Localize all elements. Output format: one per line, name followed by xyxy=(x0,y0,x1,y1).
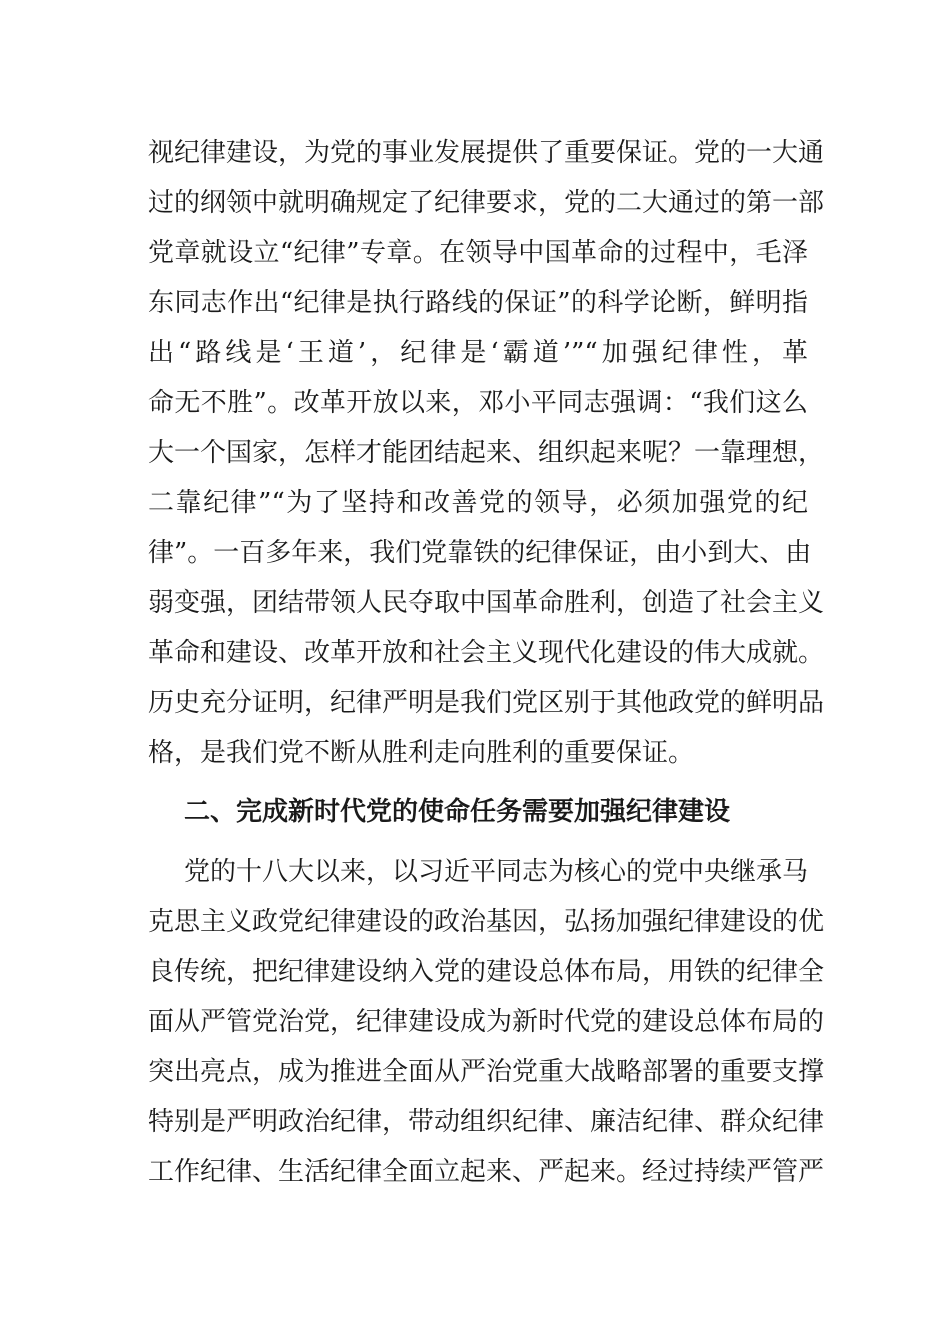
text-line: 东同志作出“纪律是执行路线的保证”的科学论断，鲜明指 xyxy=(148,288,808,318)
text-line: 格，是我们党不断从胜利走向胜利的重要保证。 xyxy=(148,738,695,768)
section-heading: 二、完成新时代党的使命任务需要加强纪律建设 xyxy=(184,797,731,827)
text-line: 党章就设立“纪律”专章。在领导中国革命的过程中，毛泽 xyxy=(148,238,808,268)
text-line: 突出亮点，成为推进全面从严治党重大战略部署的重要支撑 xyxy=(148,1057,825,1087)
text-line: 律”。一百多年来，我们党靠铁的纪律保证，由小到大、由 xyxy=(148,538,812,568)
text-line: 弱变强，团结带领人民夺取中国革命胜利，创造了社会主义 xyxy=(148,588,825,618)
paragraph-2 xyxy=(148,847,825,1197)
paragraph-1 xyxy=(148,128,825,778)
text-line: 特别是严明政治纪律，带动组织纪律、廉洁纪律、群众纪律 xyxy=(148,1107,825,1137)
text-line: 视纪律建设，为党的事业发展提供了重要保证。党的一大通 xyxy=(148,138,825,168)
text-line: 克思主义政党纪律建设的政治基因，弘扬加强纪律建设的优 xyxy=(148,907,825,937)
text-line: 出“路线是‘王道’，纪律是‘霸道’”“加强纪律性，革 xyxy=(148,338,808,368)
text-line: 历史充分证明，纪律严明是我们党区别于其他政党的鲜明品 xyxy=(148,688,825,718)
text-line: 过的纲领中就明确规定了纪律要求，党的二大通过的第一部 xyxy=(148,188,825,218)
text-line: 党的十八大以来，以习近平同志为核心的党中央继承马 xyxy=(184,857,809,887)
text-line: 面从严管党治党，纪律建设成为新时代党的建设总体布局的 xyxy=(148,1007,825,1037)
text-line: 大一个国家，怎样才能团结起来、组织起来呢？一靠理想， xyxy=(148,438,825,468)
text-line: 良传统，把纪律建设纳入党的建设总体布局，用铁的纪律全 xyxy=(148,957,825,987)
text-line: 工作纪律、生活纪律全面立起来、严起来。经过持续严管严 xyxy=(148,1157,825,1187)
text-line: 命无不胜”。改革开放以来，邓小平同志强调：“我们这么 xyxy=(148,388,808,418)
text-line: 革命和建设、改革开放和社会主义现代化建设的伟大成就。 xyxy=(148,638,825,668)
text-line: 二靠纪律”“为了坚持和改善党的领导，必须加强党的纪 xyxy=(148,488,808,518)
